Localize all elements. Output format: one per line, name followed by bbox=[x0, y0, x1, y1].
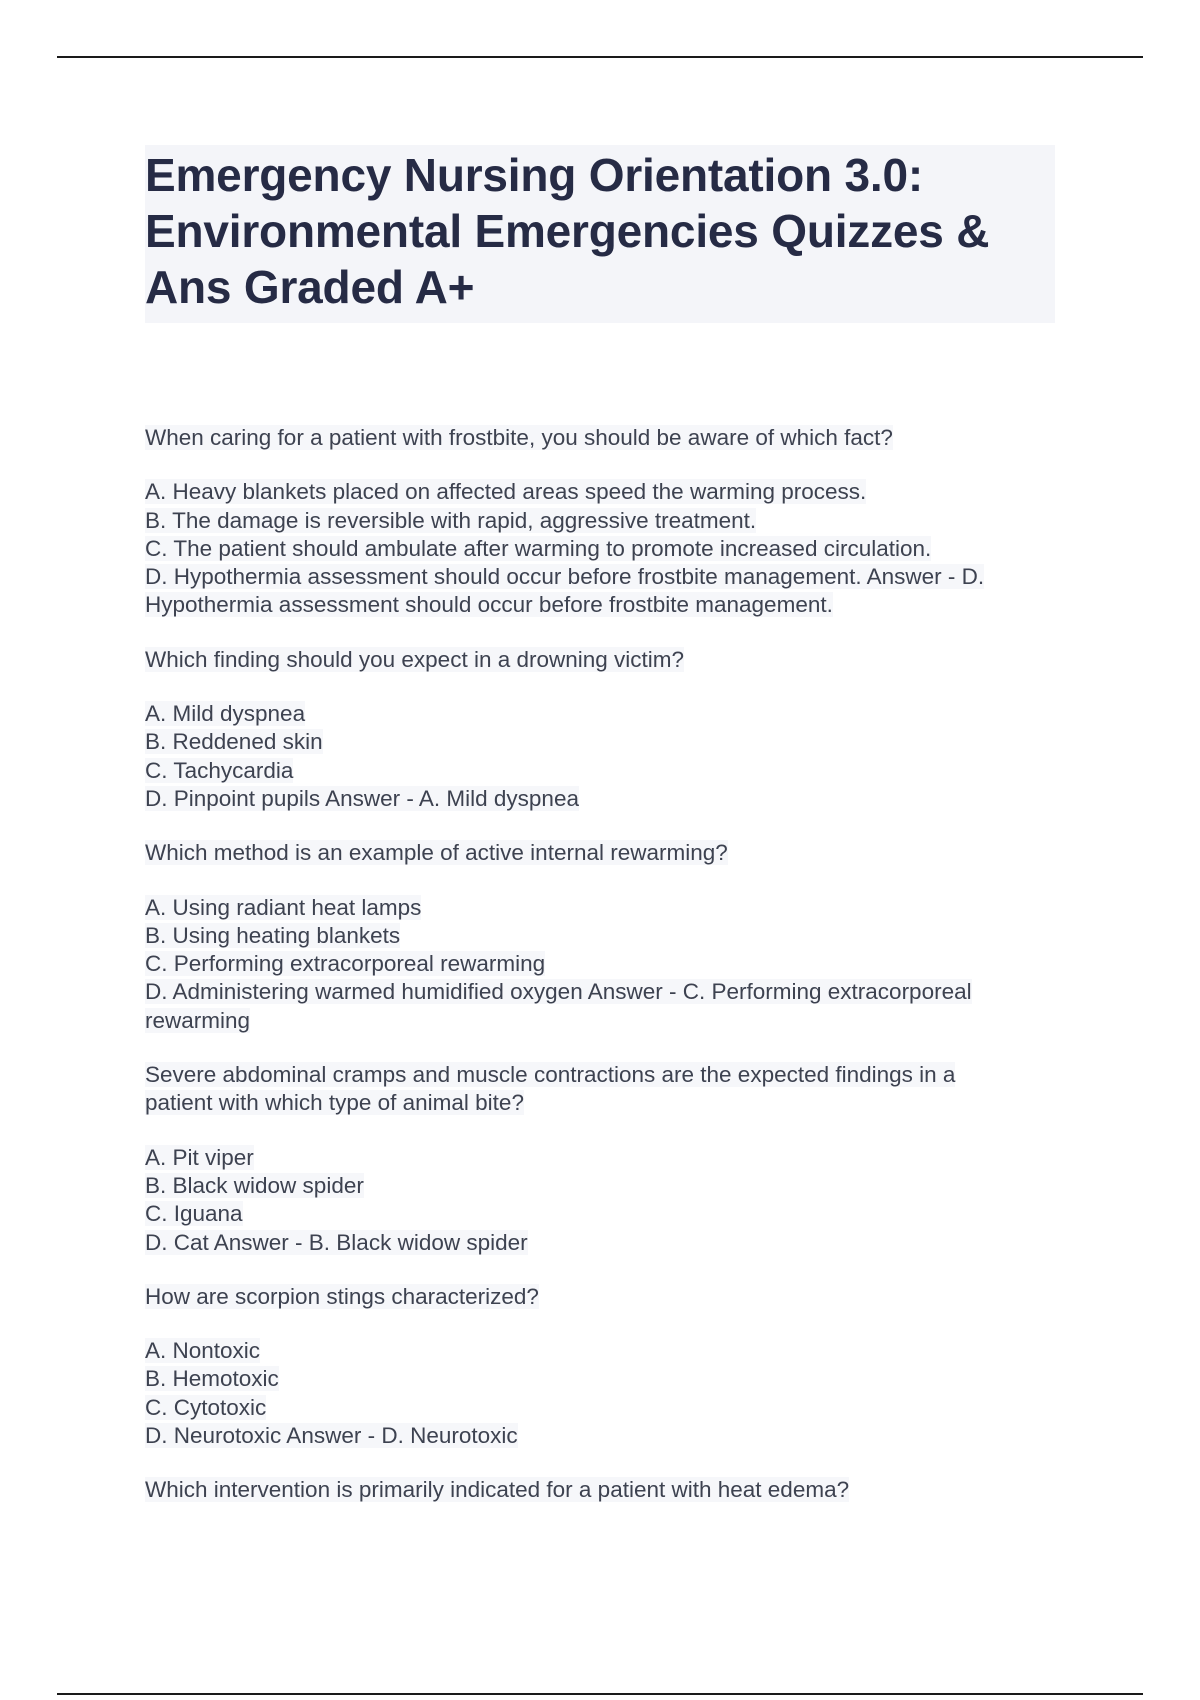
question-3 bbox=[145, 839, 1065, 867]
question-text: patient with which type of animal bite? bbox=[145, 1090, 524, 1116]
option-line: C. Cytotoxic bbox=[145, 1394, 267, 1420]
option-line: B. Reddened skin bbox=[145, 729, 323, 755]
option-line: B. Black widow spider bbox=[145, 1172, 364, 1198]
document-title bbox=[145, 145, 1055, 323]
option-line: B. Hemotoxic bbox=[145, 1366, 279, 1392]
options-4 bbox=[145, 1144, 1065, 1257]
option-line: A. Using radiant heat lamps bbox=[145, 894, 422, 920]
option-line: C. The patient should ambulate after warming to promote increased circulation. bbox=[145, 535, 932, 561]
question-1 bbox=[145, 424, 1065, 452]
option-line: A. Heavy blankets placed on affected areas speed the warming process. bbox=[145, 479, 867, 505]
options-5 bbox=[145, 1337, 1065, 1450]
quiz-content bbox=[145, 424, 1065, 1531]
question-text: Severe abdominal cramps and muscle contractions are the expected findings in a bbox=[145, 1062, 956, 1088]
option-line: D. Cat Answer - B. Black widow spider bbox=[145, 1229, 528, 1255]
options-2 bbox=[145, 700, 1065, 813]
option-line: D. Neurotoxic Answer - D. Neurotoxic bbox=[145, 1423, 518, 1449]
option-line: Hypothermia assessment should occur before frostbite management. bbox=[145, 592, 833, 618]
question-text: When caring for a patient with frostbite, you should be aware of which fact? bbox=[145, 425, 893, 450]
option-line: A. Mild dyspnea bbox=[145, 701, 306, 727]
options-3 bbox=[145, 894, 1065, 1035]
option-line: C. Iguana bbox=[145, 1201, 243, 1227]
option-line: D. Hypothermia assessment should occur before frostbite management. Answer - D. bbox=[145, 564, 985, 590]
question-5 bbox=[145, 1283, 1065, 1311]
top-rule bbox=[57, 56, 1143, 58]
question-text: Which method is an example of active internal rewarming? bbox=[145, 840, 728, 866]
title-line: Environmental Emergencies Quizzes & bbox=[145, 205, 990, 257]
question-text: Which intervention is primarily indicated for a patient with heat edema? bbox=[145, 1477, 850, 1503]
option-line: C. Tachycardia bbox=[145, 757, 294, 783]
question-2 bbox=[145, 646, 1065, 674]
question-text: Which finding should you expect in a drowning victim? bbox=[145, 646, 685, 672]
option-line: D. Pinpoint pupils Answer - A. Mild dyspnea bbox=[145, 785, 579, 811]
option-line: A. Nontoxic bbox=[145, 1338, 261, 1364]
option-line: A. Pit viper bbox=[145, 1144, 254, 1170]
option-line: B. The damage is reversible with rapid, aggressive treatment. bbox=[145, 507, 757, 533]
option-line: rewarming bbox=[145, 1007, 251, 1033]
option-line: D. Administering warmed humidified oxygen Answer - C. Performing extracorporeal bbox=[145, 979, 972, 1005]
option-line: C. Performing extracorporeal rewarming bbox=[145, 951, 546, 977]
option-line: B. Using heating blankets bbox=[145, 922, 401, 948]
question-text: How are scorpion stings characterized? bbox=[145, 1283, 539, 1309]
title-heading bbox=[145, 147, 1055, 315]
question-6 bbox=[145, 1476, 1065, 1504]
question-4 bbox=[145, 1061, 1065, 1118]
options-1 bbox=[145, 478, 1065, 619]
title-line: Ans Graded A+ bbox=[145, 261, 475, 313]
bottom-rule bbox=[57, 1693, 1143, 1695]
title-line: Emergency Nursing Orientation 3.0: bbox=[145, 149, 923, 201]
